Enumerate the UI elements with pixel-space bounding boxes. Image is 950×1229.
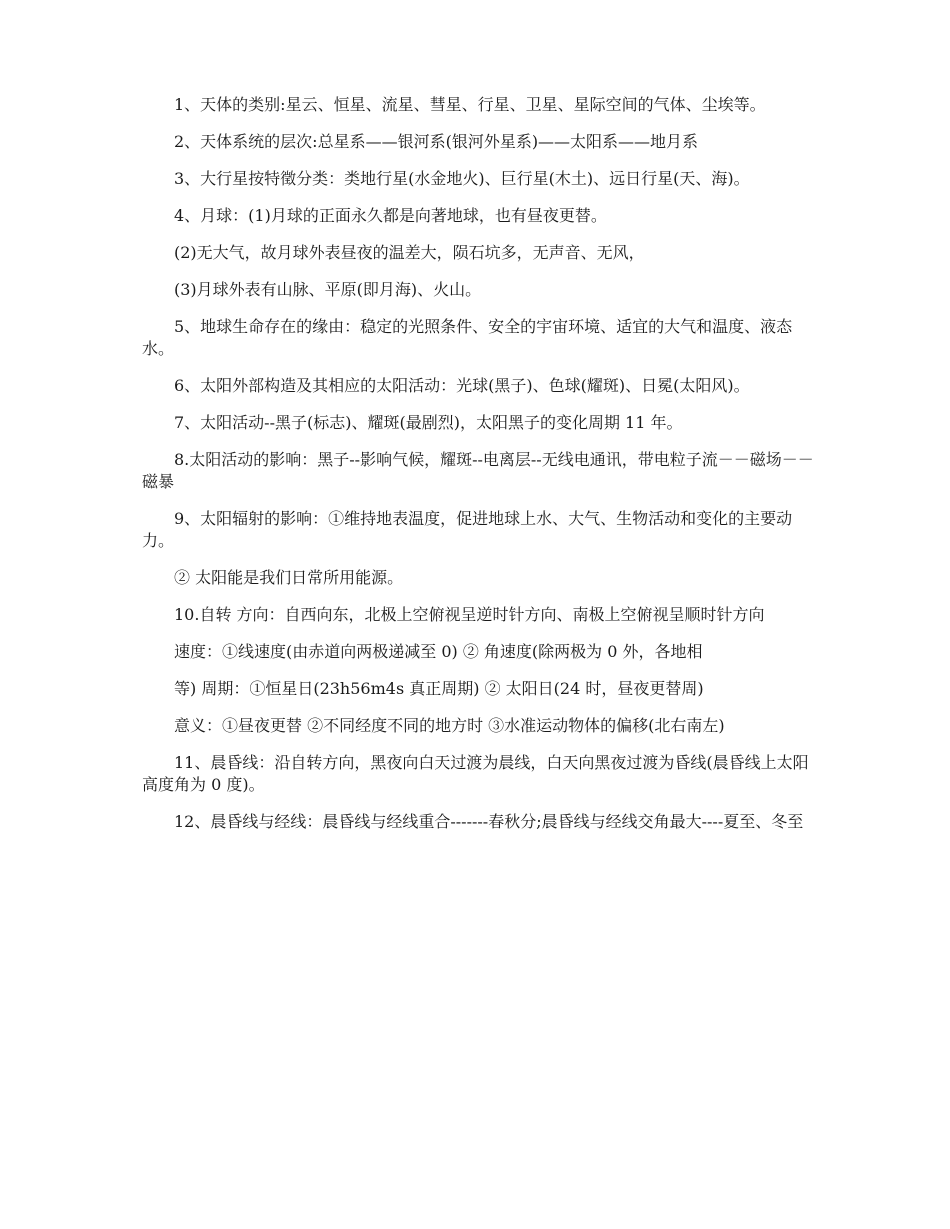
document-body bbox=[142, 94, 814, 848]
paragraph-terminator-meridian: 12、晨昏线与经线：晨昏线与经线重合-------春秋分;晨昏线与经线交角最大----夏至、冬至 bbox=[174, 812, 804, 831]
paragraph-rotation-period: 等) 周期：①恒星日(23h56m4s 真正周期) ② 太阳日(24 时，昼夜更替周) bbox=[174, 679, 704, 698]
paragraph-celestial-systems: 2、天体系统的层次:总星系——银河系(银河外星系)——太阳系——地月系 bbox=[174, 132, 699, 151]
paragraph-moon: 4、月球：(1)月球的正面永久都是向著地球，也有昼夜更替。 bbox=[174, 206, 607, 225]
paragraph-moon-surface: (3)月球外表有山脉、平原(即月海)、火山。 bbox=[174, 280, 482, 299]
paragraph-sun-structure: 6、太阳外部构造及其相应的太阳活动：光球(黑子)、色球(耀斑)、日冕(太阳风)。 bbox=[174, 376, 750, 395]
paragraph-solar-radiation: 9、太阳辐射的影响：①维持地表温度，促进地球上水、大气、生物活动和变化的主要动力。 bbox=[142, 509, 793, 550]
paragraph-celestial-types: 1、天体的类别:星云、恒星、流星、彗星、行星、卫星、星际空间的气体、尘埃等。 bbox=[174, 95, 766, 114]
paragraph-moon-atmosphere: (2)无大气，故月球外表昼夜的温差大，陨石坑多，无声音、无风， bbox=[174, 243, 645, 262]
paragraph-solar-energy: ② 太阳能是我们日常所用能源。 bbox=[174, 568, 404, 587]
paragraph-rotation-direction: 10.自转 方向：自西向东，北极上空俯视呈逆时针方向、南极上空俯视呈顺时针方向 bbox=[174, 605, 765, 624]
paragraph-life-conditions: 5、地球生命存在的缘由：稳定的光照条件、安全的宇宙环境、适宜的大气和温度、液态水。 bbox=[142, 317, 793, 358]
paragraph-planet-classification: 3、大行星按特徵分类：类地行星(水金地火)、巨行星(木土)、远日行星(天、海)。 bbox=[174, 169, 750, 188]
paragraph-solar-activity: 7、太阳活动--黑子(标志)、耀斑(最剧烈)，太阳黑子的变化周期 11 年。 bbox=[174, 413, 683, 432]
paragraph-rotation-speed: 速度：①线速度(由赤道向两极递减至 0) ② 角速度(除两极为 0 外，各地相 bbox=[174, 642, 703, 661]
paragraph-rotation-significance: 意义：①昼夜更替 ②不同经度不同的地方时 ③水准运动物体的偏移(北右南左) bbox=[174, 716, 725, 735]
paragraph-terminator: 11、晨昏线：沿自转方向，黑夜向白天过渡为晨线，白天向黑夜过渡为昏线(晨昏线上太阳高度角为 0 度)。 bbox=[142, 753, 809, 794]
paragraph-solar-activity-impact: 8.太阳活动的影响：黑子--影响气候，耀斑--电离层--无线电通讯，带电粒子流－－磁场－－磁暴 bbox=[142, 450, 814, 491]
